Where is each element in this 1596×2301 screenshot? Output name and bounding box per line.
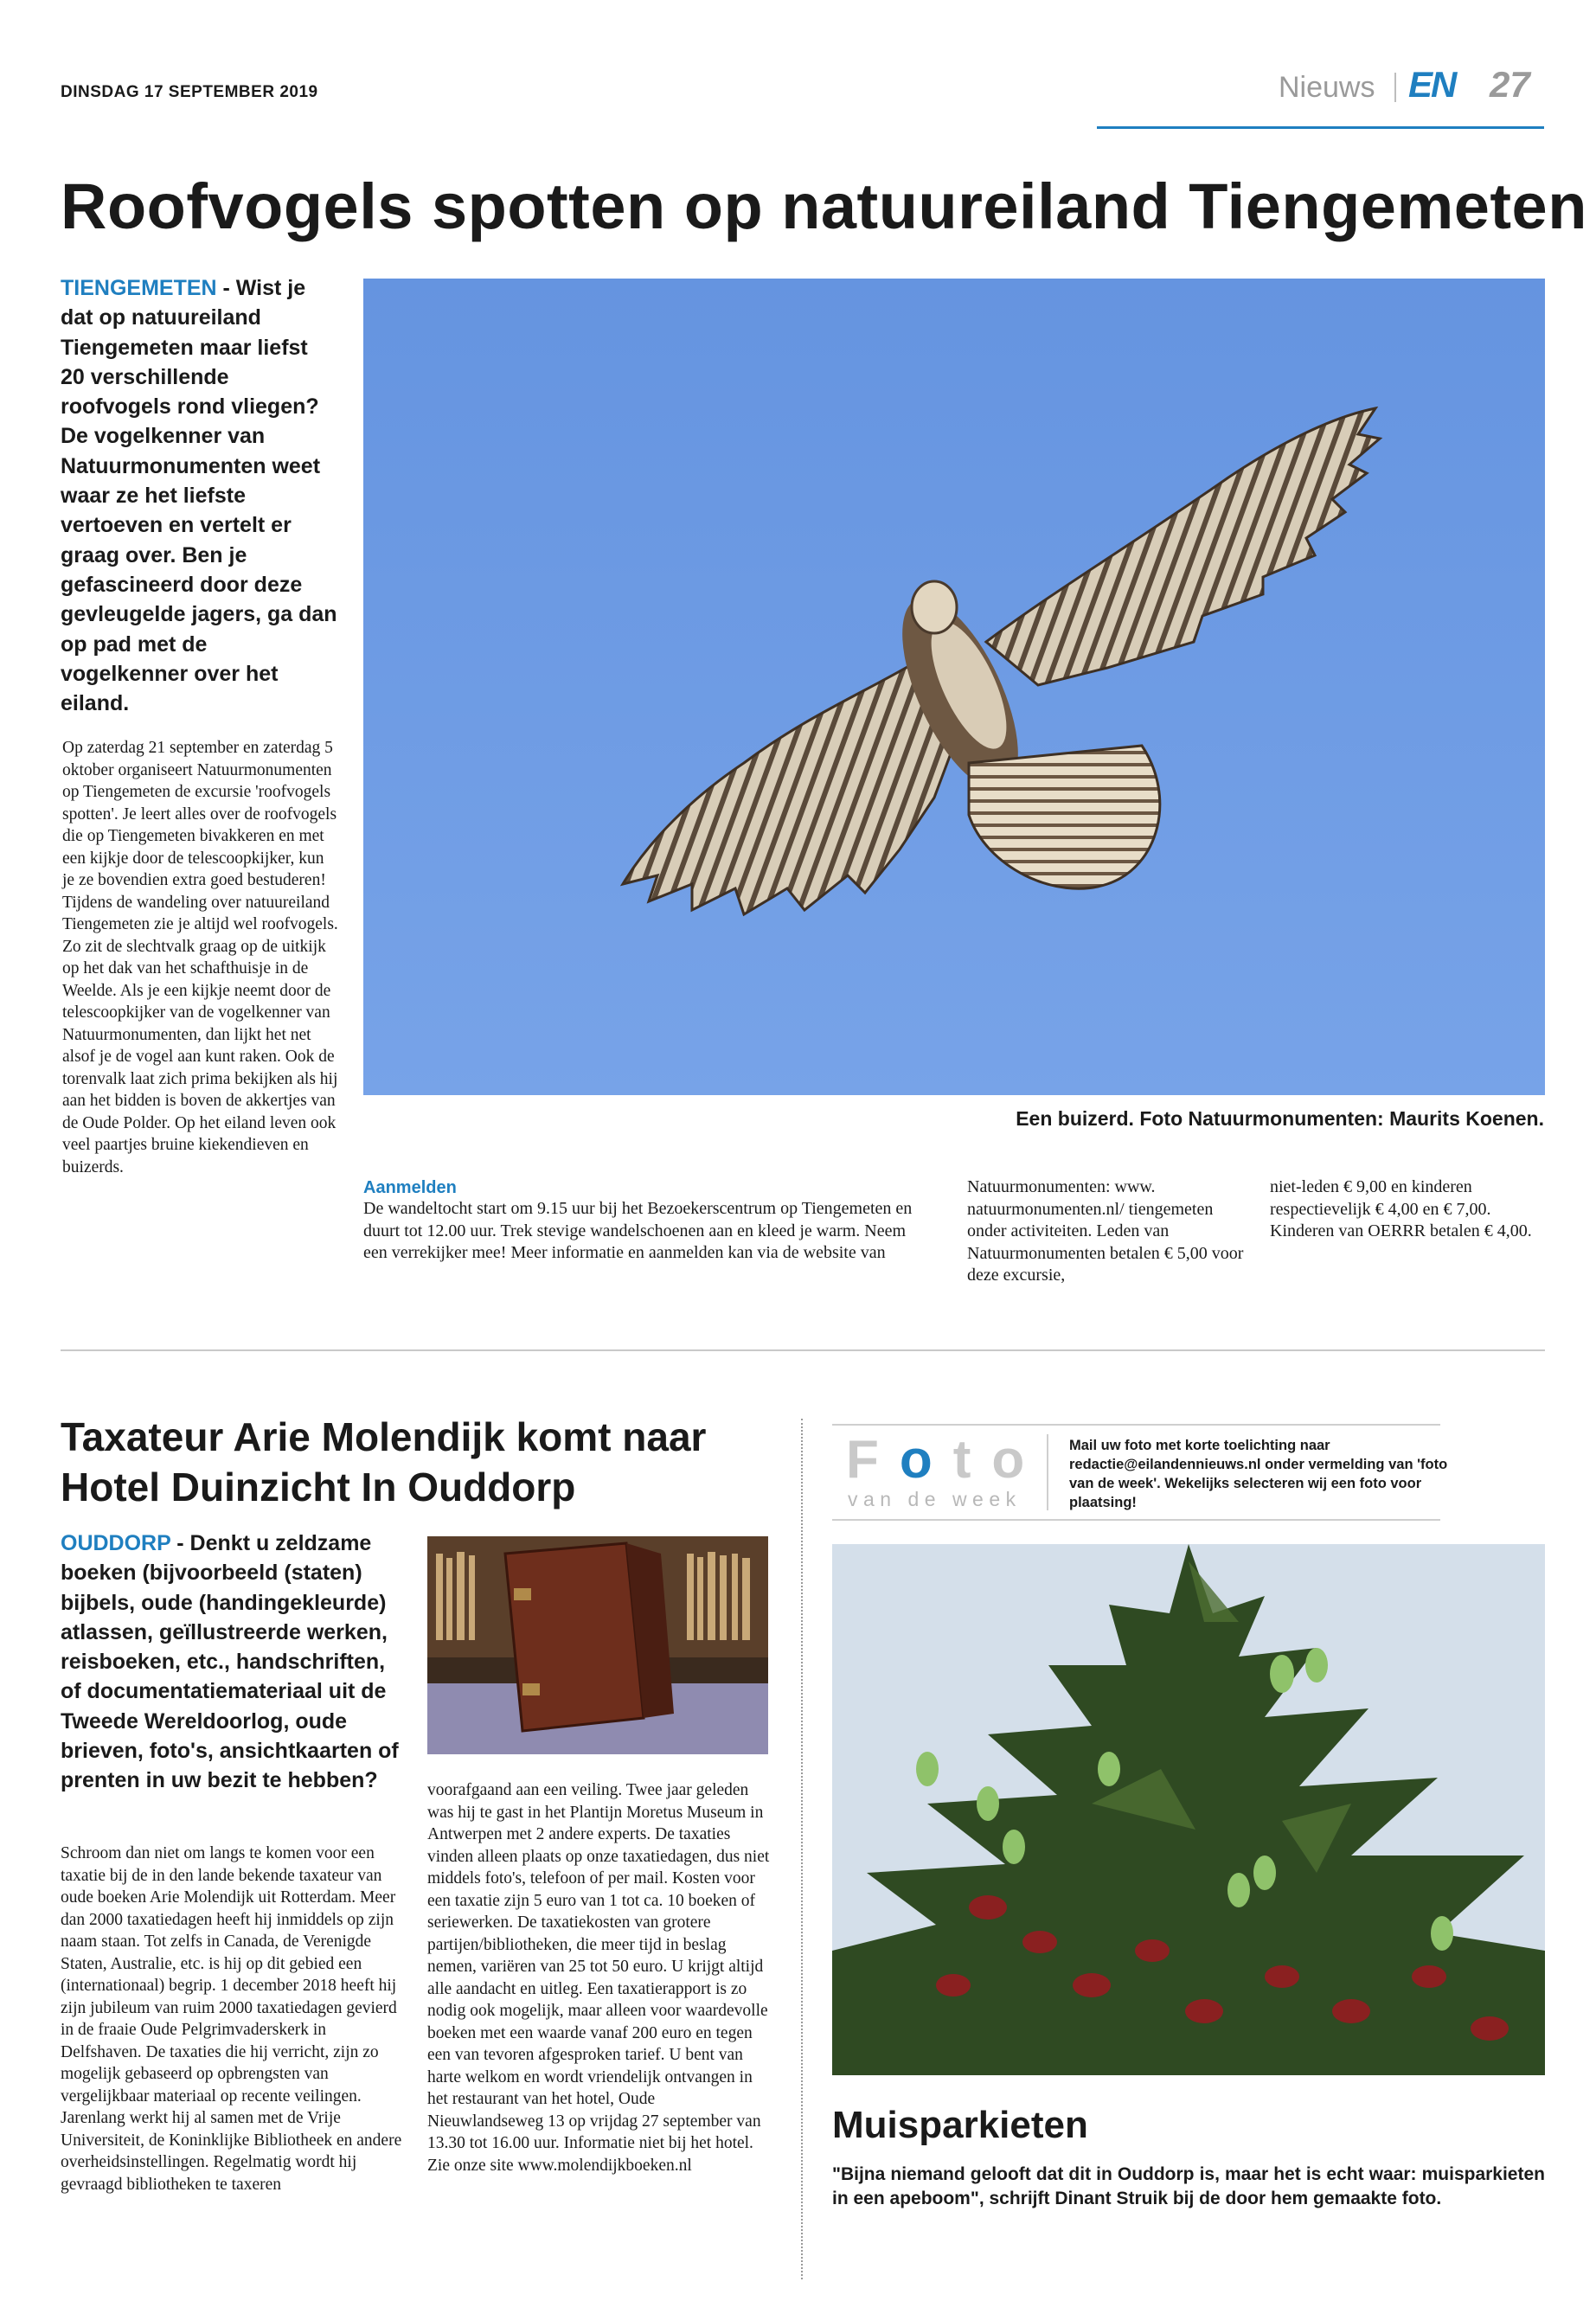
fvdw-instruction: Mail uw foto met korte toelichting naar redactie@eilandennieuws.nl onder vermelding van 'foto van de week'. Wekelijks selecteren wij een foto voor plaatsing! — [1069, 1438, 1448, 1510]
fvdw-separator — [1047, 1434, 1048, 1510]
foto-van-de-week-logo — [846, 1429, 1045, 1490]
article2-body-col2: voorafgaand aan een veiling. Twee jaar geleden was hij te gast in het Plantijn Moretus Museum in Antwerpen met 2 andere experts. De taxaties vinden alleen plaats op onze taxatiedagen, dus niet middels foto's, telefoon of per mail. Kosten voor een taxatie zijn 5 euro van 1 tot ca. 10 boeken of seriewerken. De taxatiekosten van grotere partijen/bibliotheken, die meer tijd in beslag nemen, variëren van 25 tot 50 euro. U krijgt altijd alle aandacht en uitleg. Een taxatierapport is zo nodig ook mogelijk, maar alleen voor waardevolle boeken met een waarde vanaf 200 euro en tegen een van tevoren afgesproken tarief. U bent van harte welkom en wordt vriendelijk ontvangen in het restaurant van het hotel, Oude Nieuwlandseweg 13 op vrijdag 27 september van 13.30 tot 16.00 uur. Informatie niet bij het hotel. Zie onze site www.molendijkboeken.nl — [427, 1781, 770, 2175]
article2-headline: Taxateur Arie Molendijk komt naar Hotel Duinzicht In Ouddorp — [61, 1414, 707, 1509]
article2-body-col1: Schroom dan niet om langs te komen voor een taxatie bij de in den lande bekende taxateur van oude boeken Arie Molendijk uit Rotterdam. Meer dan 2000 taxatiedagen heeft hij inmiddels op zijn naam staan. Tot zelfs in Canada, de Verenigde Staten, Australie, etc. is hij op dit gebied een (internationaal) begrip. 1 december 2018 heeft hij zijn jubileum van ruim 2000 taxatiedagen gevierd in de fraaie Oude Pelgrimvaderskerk in Delfshaven. De taxaties die hij verricht, zijn zo mogelijk gebaseerd op opbrengsten van vergelijkbaar materiaal op recente veilingen. Jarenlang werkt hij al samen met de Vrije Universiteit, de Koninklijke Bibliotheek en andere overheidsinstellingen. Regelmatig wordt hij gevraagd bibliotheken te taxeren — [61, 1844, 402, 2194]
fvdw-top-rule — [832, 1424, 1440, 1426]
column-divider — [801, 1419, 803, 2279]
parakeet-tree-illustration — [832, 1544, 1545, 2075]
article2-intro — [61, 1529, 402, 1796]
van-de-week-label: van de week — [848, 1488, 1022, 1510]
header-rule — [1097, 126, 1544, 129]
section-divider — [61, 1349, 1545, 1351]
foto-letter-camera: o — [899, 1430, 953, 1490]
fvdw-bottom-rule — [832, 1519, 1440, 1521]
buzzard-photo — [363, 279, 1545, 1095]
header-separator — [1394, 73, 1396, 102]
article-intro — [61, 273, 337, 718]
parakeet-photo — [832, 1544, 1545, 2075]
foto-letter: t — [952, 1430, 992, 1490]
foto-letter: o — [991, 1430, 1046, 1490]
info-column-2: Natuurmonumenten: www. natuurmonumenten.nl/ tiengemeten onder activiteiten. Leden van Natuurmonumenten betalen € 5,00 voor deze excursie, — [967, 1177, 1244, 1285]
foto-letter: F — [846, 1430, 900, 1490]
page-number: 27 — [1490, 64, 1530, 105]
photo-caption: Een buizerd. Foto Natuurmonumenten: Maurits Koenen. — [1016, 1107, 1544, 1130]
fvdw-title: Muisparkieten — [832, 2104, 1088, 2146]
info-column-3: niet-leden € 9,00 en kinderen respectievelijk € 4,00 en € 7,00. Kinderen van OERRR betalen € 4,00. — [1270, 1177, 1532, 1240]
issue-date: DINSDAG 17 SEPTEMBER 2019 — [61, 83, 318, 101]
article-kicker: TIENGEMETEN — [61, 276, 217, 300]
newspaper-logo: EN — [1408, 64, 1456, 105]
article2-kicker: OUDDORP — [61, 1531, 171, 1555]
article-headline: Roofvogels spotten op natuureiland Tiengemeten — [61, 170, 1587, 242]
article2-intro-text: - Denkt u zeldzame boeken (bijvoorbeeld (staten) bijbels, oude (handingekleurde) atlassen, geïllustreerde werken, reisboeken, etc., handschriften, of documentatiemateriaal uit de Tweede Wereldoorlog, oude brieven, foto's, ansichtkaarten of prenten in uw bezit te hebben? — [61, 1531, 399, 1793]
book-illustration — [427, 1536, 768, 1754]
info-title: Aanmelden — [363, 1178, 457, 1197]
section-label: Nieuws — [1279, 71, 1375, 104]
old-book-photo — [427, 1536, 768, 1754]
buzzard-illustration — [363, 279, 1545, 1095]
info-column-1: De wandeltocht start om 9.15 uur bij het Bezoekerscentrum op Tiengemeten en duurt tot 12.00 uur. Trek stevige wandelschoenen aan en kleed je warm. Neem een verrekijker mee! Meer informatie en aanmelden kan via de website van — [363, 1199, 913, 1262]
fvdw-text: "Bijna niemand gelooft dat dit in Ouddorp is, maar het is echt waar: muisparkieten in een apeboom", schrijft Dinant Struik bij de door hem gemaakte foto. — [832, 2164, 1545, 2208]
article-intro-text: - Wist je dat op natuureiland Tiengemeten maar liefst 20 verschillende roofvogels rond vliegen? De vogelkenner van Natuurmonumenten weet waar ze het liefste vertoeven en vertelt er graag over. Ben je gefascineerd door deze gevleugelde jagers, ga dan op pad met de vogelkenner over het eiland. — [61, 276, 337, 716]
article-body: Op zaterdag 21 september en zaterdag 5 oktober organiseert Natuurmonumenten op Tiengemeten de excursie 'roofvogels spotten'. Je leert alles over de roofvogels die op Tiengemeten bivakkeren en met een kijkje door de telescoopkijker, kun je ze bovendien extra goed bestuderen! Tijdens de wandeling over natuureiland Tiengemeten zie je altijd wel roofvogels. Zo zit de slechtvalk graag op de uitkijk op het dak van het schafthuisje in de Weelde. Als je een kijkje neemt door de telescoopkijker van de vogelkenner van Natuurmonumenten, dan lijkt het net alsof je de vogel aan kunt raken. Ook de torenvalk laat zich prima bekijken als hij aan het bidden is boven de akkertjes van de Oude Polder. Op het eiland leven ook veel paartjes bruine kiekendieven en buizerds. — [62, 739, 338, 1176]
